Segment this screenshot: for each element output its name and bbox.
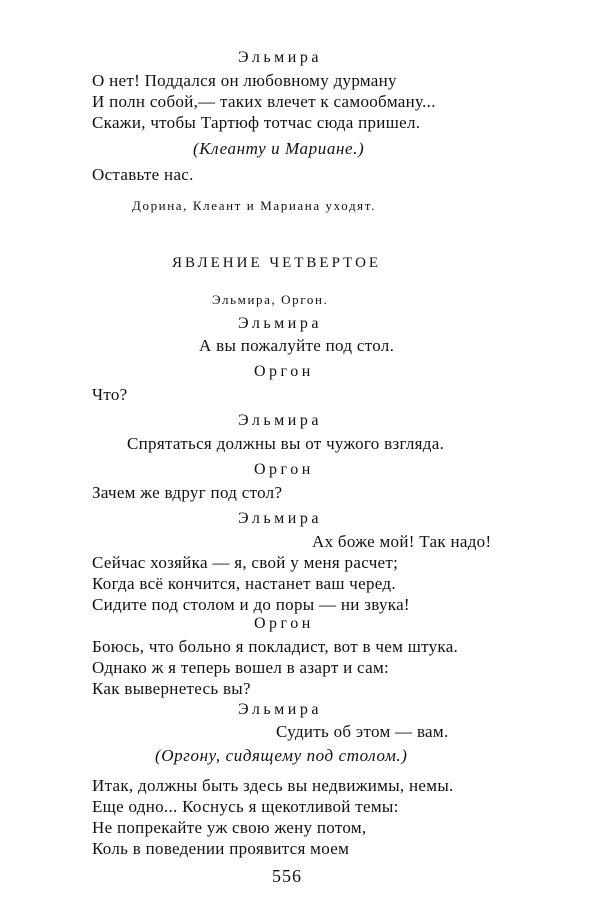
verse-line: Боюсь, что больно я покладист, вот в чем штука. [92, 637, 459, 656]
verse-line: Сейчас хозяйка — я, свой у меня расчет; [92, 553, 399, 572]
speaker-orgon: Оргон [254, 461, 314, 478]
stage-direction: (Оргону, сидящему под столом.) [155, 746, 408, 765]
verse-line: Когда всё кончится, настанет ваш черед. [92, 574, 396, 593]
speaker-elmira: Эльмира [238, 510, 322, 527]
scene-heading: ЯВЛЕНИЕ ЧЕТВЕРТОЕ [172, 255, 382, 271]
verse-line: Итак, должны быть здесь вы недвижимы, немы. [92, 776, 454, 795]
verse-line: И полн собой,— таких влечет к самообману... [92, 92, 436, 111]
verse-line: Зачем же вдруг под стол? [92, 483, 283, 502]
verse-line: А вы пожалуйте под стол. [199, 336, 395, 355]
verse-line: Что? [92, 385, 128, 404]
verse-line: Спрятаться должны вы от чужого взгляда. [127, 434, 445, 453]
verse-line: Скажи, чтобы Тартюф тотчас сюда пришел. [92, 113, 421, 132]
speaker-elmira: Эльмира [238, 315, 322, 332]
speaker-orgon: Оргон [254, 615, 314, 632]
speaker-orgon: Оргон [254, 363, 314, 380]
verse-line: Судить об этом — вам. [276, 722, 449, 741]
verse-line: Сидите под столом и до поры — ни звука! [92, 595, 410, 614]
stage-direction: (Клеанту и Мариане.) [193, 139, 365, 158]
verse-line: Однако ж я теперь вошел в азарт и сам: [92, 658, 390, 677]
speaker-elmira: Эльмира [238, 412, 322, 429]
stage-direction-exit: Дорина, Клеант и Мариана уходят. [132, 198, 376, 213]
verse-line: Коль в поведении проявится моем [92, 839, 350, 858]
scene-characters: Эльмира, Оргон. [212, 292, 329, 307]
speaker-elmira: Эльмира [238, 49, 322, 66]
verse-line: Ах боже мой! Так надо! [312, 532, 492, 551]
speaker-elmira: Эльмира [238, 701, 322, 718]
page-number: 556 [272, 866, 302, 886]
verse-line: Не попрекайте уж свою жену потом, [92, 818, 367, 837]
verse-line: Как вывернетесь вы? [92, 679, 251, 698]
verse-line: Еще одно... Коснусь я щекотливой темы: [92, 797, 399, 816]
verse-line: Оставьте нас. [92, 165, 194, 184]
verse-line: О нет! Поддался он любовному дурману [92, 71, 397, 90]
